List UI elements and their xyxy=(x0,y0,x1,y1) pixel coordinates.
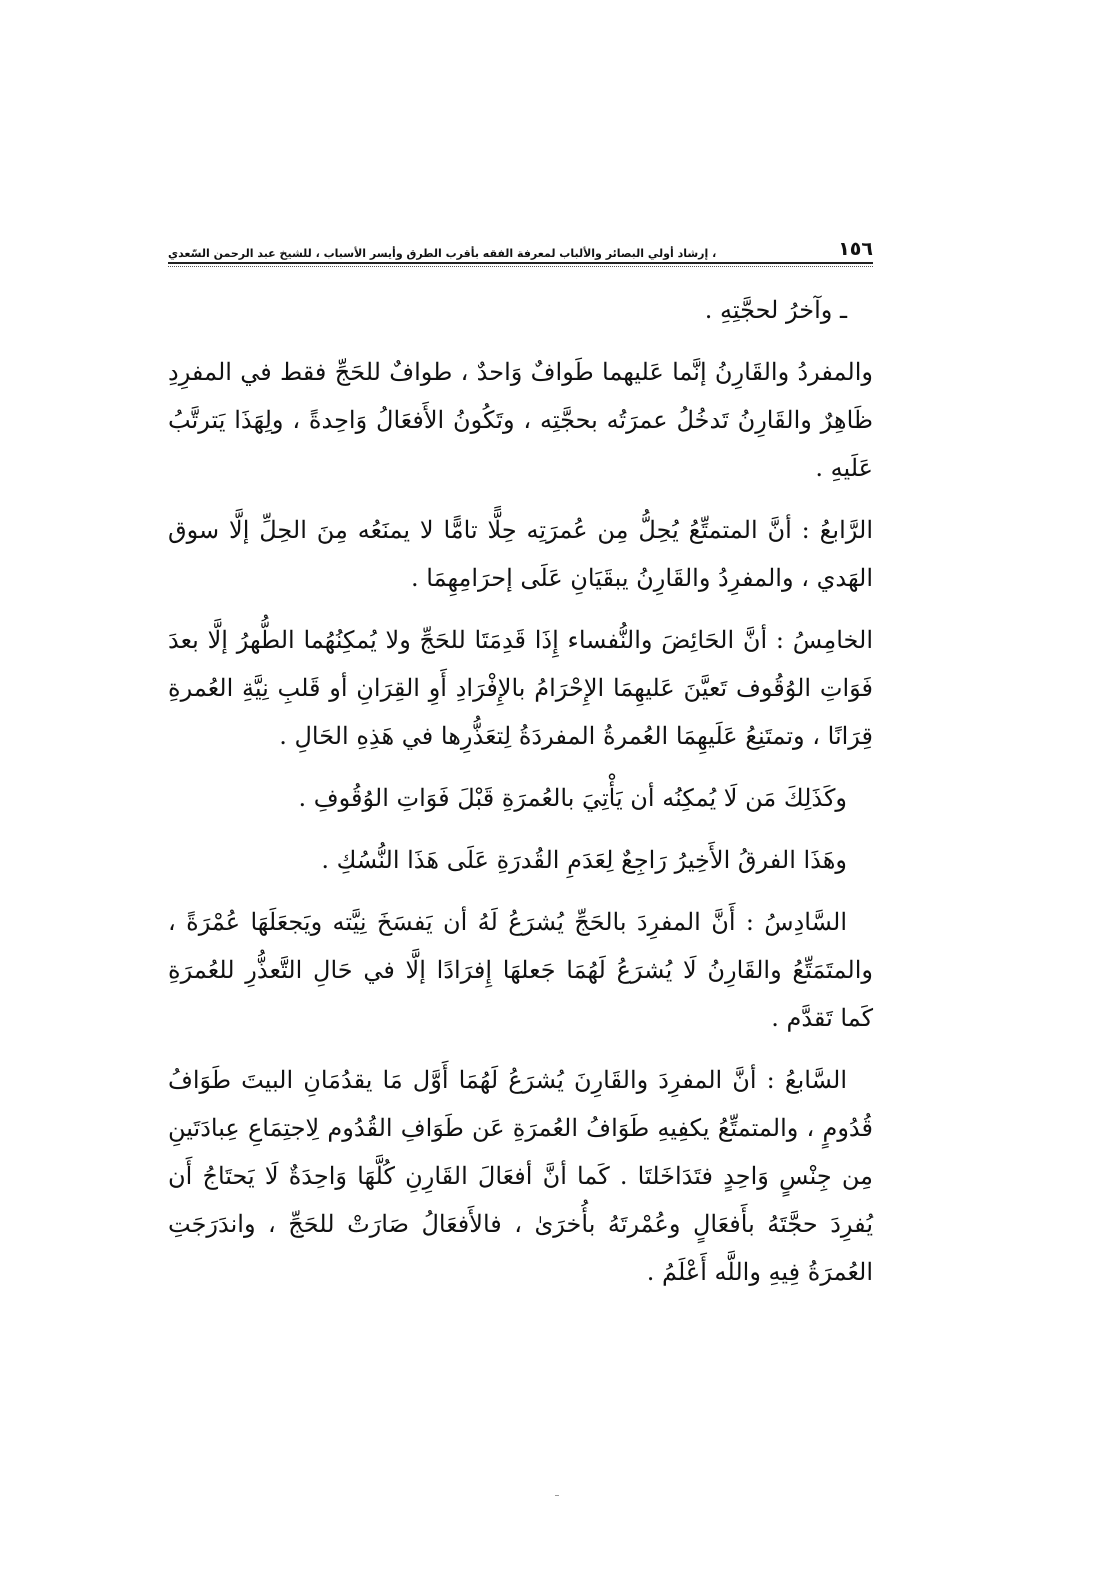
paragraph-fifth: الخامِسُ : أنَّ الحَائِضَ والنُّفساء إِذَا قَدِمَتَا للحَجِّ ولا يُمكِنُهُما الطُّهرُ إلَّا بعدَ فَوَاتِ الوُقُوف تَعيَّنَ عَليهِمَا الإِحْرَامُ بالإِفْرَادِ أَوِ القِرَانِ أو قَلبِ نِيَّةِ العُمرةِ قِرَانًا ، وتمتَنِعُ عَلَيهِمَا العُمرةُ المفردَةُ لِتعَذُّرِها في هَذِهِ الحَالِ . xyxy=(168,626,873,750)
paragraph-seventh: السَّابعُ : أنَّ المفرِدَ والقَارِنَ يُشرَعُ لَهُمَا أَوَّل مَا يقدُمَانِ البيتَ طَوَافُ قُدُومٍ ، والمتمتِّعُ يكفِيهِ طَوَافُ العُمرَةِ عَن طَوَافِ القُدُوم لِاجتِمَاعِ عِبادَتَينِ مِن جِنْسٍ وَاحِدٍ فتَدَاخَلتَا . كَما أنَّ أفعَالَ القَارِنِ كُلَّهَا وَاحِدَةٌ لَا يَحتَاجُ أَن يُفرِدَ حجَّتَهُ بأَفعَالٍ وعُمْرتَهُ بأُخرَىٰ ، فالأَفعَالُ صَارَتْ للحَجِّ ، واندَرَجَتِ العُمرَةُ فِيهِ واللَّه أَعْلَمُ . xyxy=(168,1066,873,1286)
paragraph-continuation: ـ وآخرُ لحجَّتِهِ . xyxy=(704,296,847,324)
body-text xyxy=(168,286,873,1310)
header-rule xyxy=(168,262,873,264)
paragraph-likewise: وكَذَلِكَ مَن لَا يُمكِنُه أن يَأْتِيَ بالعُمرَةِ قَبْلَ فَوَاتِ الوُقُوفِ . xyxy=(298,784,847,812)
paragraph-mufrid-qarin: والمفردُ والقَارِنُ إنَّما عَليهما طَوافٌ وَاحدٌ ، طوافٌ للحَجِّ فقط في المفرِدِ ظَاهِرٌ والقَارِنُ تَدخُلُ عمرَتُه بحجَّتِه ، وتَكُونُ الأَفعَالُ وَاحِدةً ، ولِهَذَا يَترتَّبُ عَلَيهِ . xyxy=(168,358,873,482)
scan-speck xyxy=(555,1495,559,1496)
paragraph-sixth: السَّادِسُ : أَنَّ المفرِدَ بالحَجِّ يُشرَعُ لَهُ أن يَفسَخَ نِيَّته ويَجعَلَهَا عُمْرَةً ، والمتَمَتِّعُ والقَارِنُ لَا يُشرَعُ لَهُمَا جَعلهَا إِفرَادًا إلَّا في حَالِ التَّعذُّرِ للعُمرَةِ كَما تَقدَّم . xyxy=(168,908,873,1032)
page-header xyxy=(168,226,873,260)
paragraph-last-difference: وهَذَا الفرقُ الأَخِيرُ رَاجِعٌ لِعَدَمِ القُدرَةِ عَلَى هَذَا النُّسُكِ . xyxy=(321,846,847,874)
page-number: ١٥٦ xyxy=(838,238,873,260)
running-title: ، إرشاد أولي البصائر والألباب لمعرفة الفقه بأقرب الطرق وأيسر الأسباب ، للشيخ عبد الرحمن السّعدي xyxy=(168,247,717,260)
paragraph-fourth: الرَّابعُ : أنَّ المتمتِّعُ يُحِلُّ مِن عُمرَتِه حِلًّا تامًّا لا يمنَعُه مِنَ الحِلِّ إلَّا سوق الهَدي ، والمفرِدُ والقَارِنُ يبقَيَانِ عَلَى إحرَامِهِمَا . xyxy=(168,516,873,592)
header-rule-dotted xyxy=(168,266,873,267)
